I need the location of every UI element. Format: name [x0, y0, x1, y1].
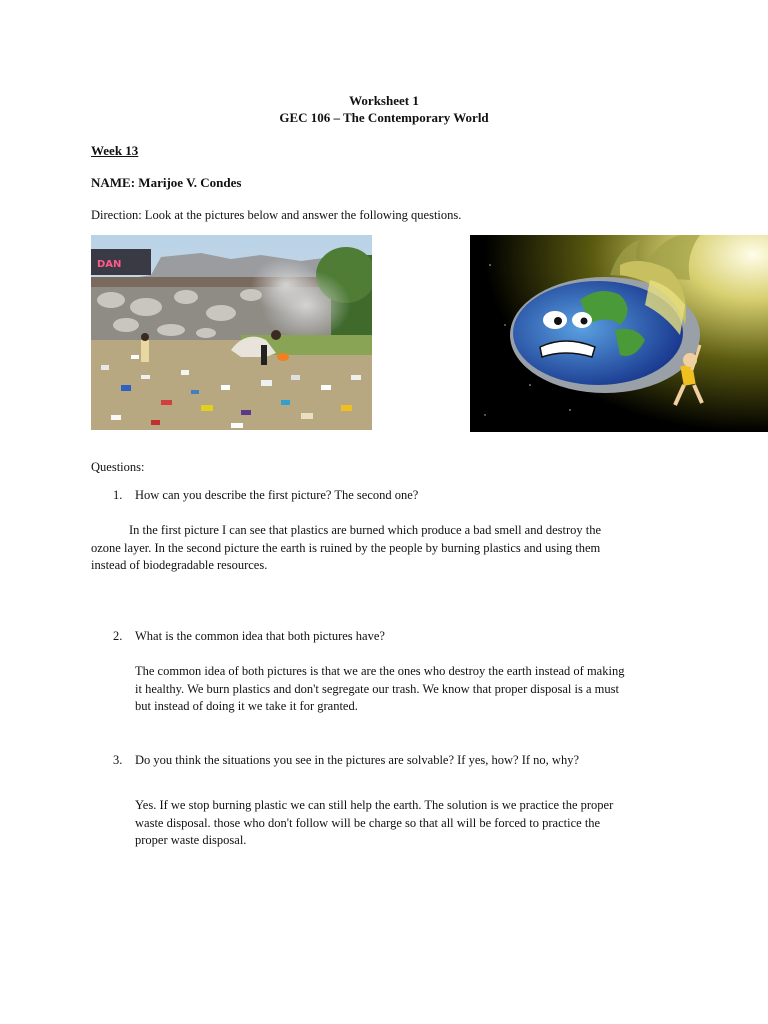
question-3: [113, 753, 579, 768]
answer-1: [91, 522, 711, 575]
answer-line: In the first picture I can see that plastics are burned which produce a bad smell and destroy the: [129, 523, 602, 537]
question-text: How can you describe the first picture? The second one?: [135, 488, 419, 502]
answer-line: ozone layer. In the second picture the earth is ruined by the people by burning plastics and using them: [91, 540, 601, 555]
plastic-burning-photo: [91, 235, 372, 430]
answer-line: waste disposal. those who don't follow will be charge so that all will be forced to practice the: [135, 815, 601, 830]
week-label: Week 13: [91, 143, 139, 158]
student-name: NAME: Marijoe V. Condes: [91, 175, 242, 190]
question-2: [113, 629, 385, 644]
answer-3: [135, 797, 735, 850]
questions-label: Questions:: [91, 460, 145, 474]
course-title: GEC 106 – The Contemporary World: [279, 110, 489, 125]
question-1: [113, 488, 418, 503]
worksheet-title: Worksheet 1: [349, 93, 419, 108]
burning-earth-illustration: [470, 235, 768, 432]
answer-line: it healthy. We burn plastics and don't segregate our trash. We know that proper disposal is a must: [135, 681, 619, 696]
answer-line: The common idea of both pictures is that we are the ones who destroy the earth instead of making: [135, 664, 625, 678]
question-text: Do you think the situations you see in the pictures are solvable? If yes, how? If no, why?: [135, 753, 579, 767]
answer-line: instead of biodegradable resources.: [91, 558, 268, 572]
direction-text: Direction: Look at the pictures below and answer the following questions.: [91, 208, 462, 222]
question-number: 3.: [113, 753, 123, 767]
question-text: What is the common idea that both pictures have?: [135, 629, 385, 643]
answer-line: proper waste disposal.: [135, 833, 247, 847]
burning-earth-cartoon: [470, 235, 768, 432]
answer-line: Yes. If we stop burning plastic we can still help the earth. The solution is we practice the proper: [135, 798, 614, 812]
answer-line: but instead of doing it we take it for granted.: [135, 699, 358, 713]
graffiti-text: DAN: [97, 259, 122, 270]
answer-2: [135, 663, 735, 716]
plastic-burning-illustration: [91, 235, 372, 430]
question-number: 2.: [113, 629, 123, 643]
question-number: 1.: [113, 488, 123, 502]
